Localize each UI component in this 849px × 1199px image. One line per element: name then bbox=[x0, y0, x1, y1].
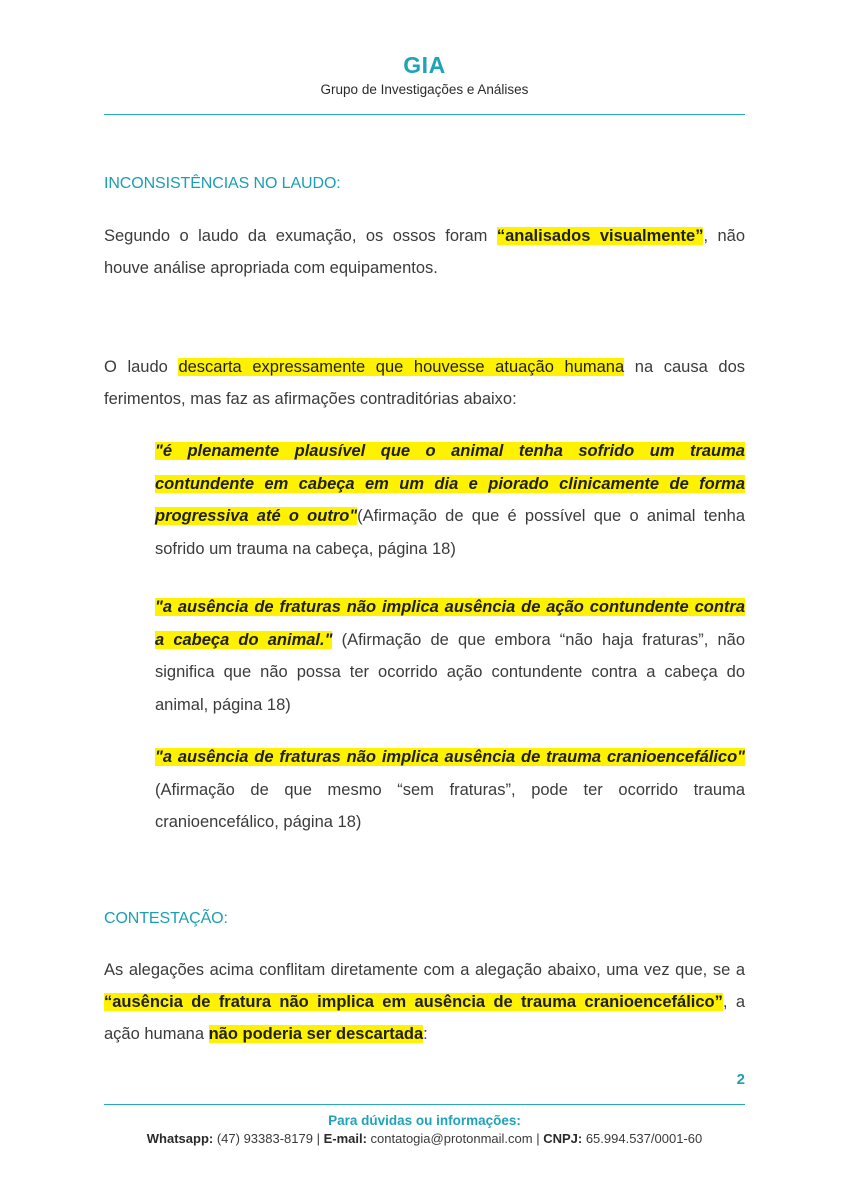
paragraph-analise-visual bbox=[104, 220, 745, 284]
footer-contact-line bbox=[0, 1131, 849, 1146]
highlight-text: não poderia ser descartada bbox=[208, 1025, 424, 1043]
page-number: 2 bbox=[736, 1071, 745, 1088]
paragraph-descarta-acao-humana bbox=[104, 351, 745, 415]
quote-acao-contundente bbox=[155, 591, 745, 721]
highlight-text: “ausência de fratura não implica em ausência de trauma cranioencefálico” bbox=[104, 993, 723, 1011]
paragraph-contestacao bbox=[104, 954, 745, 1050]
footer-title: Para dúvidas ou informações: bbox=[328, 1113, 521, 1128]
section-title-inconsistencias: INCONSISTÊNCIAS NO LAUDO: bbox=[104, 175, 341, 192]
quote-note: (Afirmação de que mesmo “sem fraturas”, pode ter ocorrido trauma cranioencefálico, página 18) bbox=[155, 780, 745, 831]
text-span: As alegações acima conflitam diretamente com a alegação abaixo, uma vez que, se a bbox=[104, 961, 745, 979]
highlight-quote: "é plenamente plausível que o animal tenha sofrido um trauma contundente em cabeça em um dia e piorado clinicamente de forma progressiva até o outro" bbox=[155, 442, 745, 525]
text-span: : bbox=[423, 1025, 428, 1043]
text-span: Segundo o laudo da exumação, os ossos foram bbox=[104, 227, 497, 245]
highlight-text: “analisados visualmente” bbox=[496, 227, 704, 245]
quote-trauma-cranioencefalico bbox=[155, 741, 745, 839]
brand-subtitle: Grupo de Investigações e Análises bbox=[320, 82, 529, 97]
brand-logo-text: GIA bbox=[403, 52, 446, 78]
text-span: , a ação humana bbox=[104, 993, 745, 1043]
whatsapp-label: Whatsapp: bbox=[146, 1131, 214, 1146]
text-span: na causa dos ferimentos, mas faz as afirmações contraditórias abaixo: bbox=[104, 358, 745, 408]
cnpj-number: 65.994.537/0001-60 bbox=[582, 1131, 703, 1146]
text-span: O laudo bbox=[104, 358, 179, 376]
section-title-contestacao: CONTESTAÇÃO: bbox=[104, 910, 228, 927]
email-label: E-mail: bbox=[323, 1131, 367, 1146]
email-address: contatogia@protonmail.com | bbox=[366, 1131, 544, 1146]
quote-trauma-plausivel bbox=[155, 435, 745, 565]
highlight-quote: "a ausência de fraturas não implica ausência de trauma cranioencefálico" bbox=[155, 748, 745, 766]
footer-divider bbox=[104, 1104, 745, 1105]
highlight-text: descarta expressamente que houvesse atuação humana bbox=[178, 358, 625, 376]
quote-note: (Afirmação de que é possível que o animal tenha sofrido um trauma na cabeça, página 18) bbox=[155, 507, 745, 558]
text-span: , não houve análise apropriada com equipamentos. bbox=[104, 227, 746, 277]
highlight-quote: "a ausência de fraturas não implica ausência de ação contundente contra a cabeça do animal." bbox=[155, 598, 745, 649]
whatsapp-number: (47) 93383-8179 | bbox=[213, 1131, 324, 1146]
cnpj-label: CNPJ: bbox=[543, 1131, 583, 1146]
quote-note: (Afirmação de que embora “não haja fraturas”, não significa que não possa ter ocorrido ação contundente contra a cabeça do animal, página 18) bbox=[155, 630, 745, 714]
header-divider bbox=[104, 114, 745, 115]
